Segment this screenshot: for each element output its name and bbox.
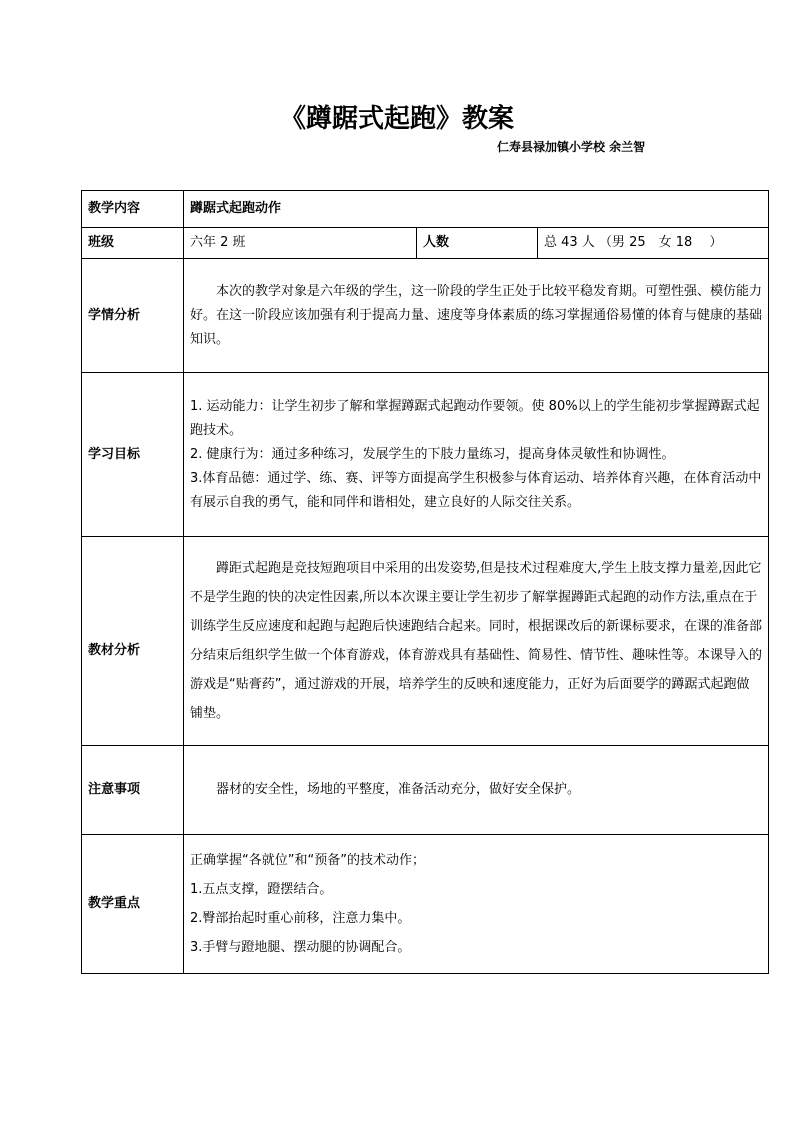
goal-item: 1. 运动能力：让学生初步了解和掌握蹲踞式起跑动作要领。使 80%以上的学生能初步掌握蹲踞式起跑技术。 — [190, 398, 760, 438]
table-row — [82, 259, 769, 373]
table-row — [82, 228, 769, 259]
student-count-label: 人数 — [417, 228, 538, 259]
table-row — [82, 191, 769, 228]
lesson-plan-table — [81, 190, 769, 974]
teaching-focus-label: 教学重点 — [82, 835, 184, 974]
table-row — [82, 373, 769, 537]
class-value: 六年 2 班 — [184, 228, 417, 259]
learner-analysis-text: 本次的教学对象是六年级的学生，这一阶段的学生正处于比较平稳发育期。可塑性强、模仿能力好。在这一阶段应该加强有利于提高力量、速度等身体素质的练习掌握通俗易懂的体育与健康的基础知识。 — [184, 259, 769, 373]
teaching-focus-list — [184, 835, 769, 974]
material-analysis-text: 蹲距式起跑是竞技短跑项目中采用的出发姿势,但是技术过程难度大,学生上肢支撑力量差,因此它不是学生跑的快的决定性因素,所以本次课主要让学生初步了解掌握蹲距式起跑的动作方法,重点在于训练学生反应速度和起跑与起跑后快速跑结合起来。同时，根据课改后的新课标要求，在课的准备部分结束后组织学生做一个体育游戏，体育游戏具有基础性、简易性、情节性、趣味性等。本课导入的游戏是“贴膏药”，通过游戏的开展，培养学生的反映和速度能力，正好为后面要学的蹲踞式起跑做铺垫。 — [184, 537, 769, 746]
goal-item: 2. 健康行为：通过多种练习，发展学生的下肢力量练习，提高身体灵敏性和协调性。 — [190, 446, 675, 462]
table-row — [82, 537, 769, 746]
page-title: 《蹲踞式起跑》教案 — [279, 104, 514, 134]
table-row — [82, 746, 769, 835]
focus-item: 2.臀部抬起时重心前移，注意力集中。 — [190, 911, 411, 926]
material-analysis-label: 教材分析 — [82, 537, 184, 746]
focus-item: 1.五点支撑，蹬摆结合。 — [190, 882, 333, 897]
teaching-content-value: 蹲踞式起跑动作 — [184, 191, 769, 228]
notes-label: 注意事项 — [82, 746, 184, 835]
teaching-content-label: 教学内容 — [82, 191, 184, 228]
goal-item: 3.体育品德：通过学、练、赛、评等方面提高学生积极参与体育运动、培养体育兴趣，在体育活动中有展示自我的勇气，能和同伴和谐相处，建立良好的人际交往关系。 — [190, 470, 762, 510]
focus-item: 正确掌握“各就位”和“预备”的技术动作； — [190, 853, 425, 868]
learner-analysis-label: 学情分析 — [82, 259, 184, 373]
focus-item: 3.手臂与蹬地腿、摆动腿的协调配合。 — [190, 940, 411, 955]
learning-goals-label: 学习目标 — [82, 373, 184, 537]
author-line: 仁寿县禄加镇小学校 余兰智 — [497, 140, 646, 154]
class-label: 班级 — [82, 228, 184, 259]
notes-text: 器材的安全性，场地的平整度，准备活动充分，做好安全保护。 — [184, 746, 769, 835]
learning-goals-list — [184, 373, 769, 537]
student-count-value: 总 43 人 （男 25 女 18 ） — [538, 228, 769, 259]
table-row — [82, 835, 769, 974]
